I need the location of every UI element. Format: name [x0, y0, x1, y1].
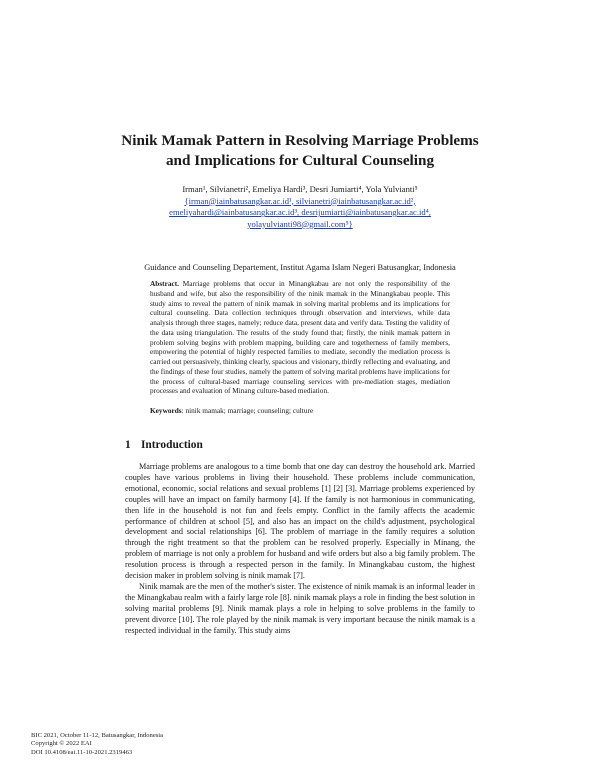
paragraph-1: Marriage problems are analogous to a time bomb that one day can destroy the household ark. Married couples have various problems in living their household. These problems include communication, emotional, economic, social relations and sexual problems [1] [2] [3]. Marriage problems experienced by couples will have an impact on family harmony [4]. If the family is not harmonious in communicating, then life in the household is not fun and feels empty. Conflict in the family affects the academic performance of children at school [5], and also has an impact on the child's adjustment, psychological development and social relationships [6]. The problem of marriage in the family requires a solution through the right treatment so that the problem can be resolved properly. Especially in Minang, the problem of marriage is not only a problem for husband and wife orders but also a big family problem. The resolution process is through a respected person in the family. In Minangkabau custom, the highest decision maker in problem solving is ninik mamak [7].: [125, 462, 475, 581]
title-line-1: Ninik Mamak Pattern in Resolving Marriage Problems: [121, 132, 479, 149]
keywords-label: Keywords: [150, 406, 182, 415]
abstract: [150, 279, 450, 396]
paragraph-2: Ninik mamak are the men of the mother's sister. The existence of ninik mamak is an informal leader in the Minangkabau realm with a fairly large role [8]. ninik mamak plays a role in finding the best solution in solving marital problems [9]. Ninik mamak plays a role in helping to solve problems in the family to prevent divorce [10]. The role played by the ninik mamak is very important because the ninik mamak is a respected individual in the family. This study aims: [125, 581, 475, 635]
abstract-label: Abstract.: [150, 279, 179, 288]
author-emails-line-3[interactable]: yolayulvianti98@gmail.com⁵}: [247, 218, 353, 229]
title-line-2: and Implications for Cultural Counseling: [165, 152, 435, 169]
footer-copyright: Copyright © 2022 EAI: [31, 740, 92, 748]
affiliation: Guidance and Counseling Departement, Institut Agama Islam Negeri Batusangkar, Indonesia: [144, 263, 456, 272]
author-block: [120, 184, 480, 230]
footer: [31, 732, 163, 757]
section-title: Introduction: [141, 439, 203, 451]
footer-doi: DOI 10.4108/eai.11-10-2021.2319463: [31, 748, 133, 756]
introduction-body: [125, 462, 475, 637]
section-heading: [125, 438, 203, 452]
author-emails-line-2[interactable]: emeliyahardi@iainbatusangkar.ac.id³, desrijumiarti@iainbatusangkar.ac.id⁴,: [169, 207, 431, 218]
footer-conference: BIC 2021, October 11-12, Batusangkar, Indonesia: [31, 732, 164, 739]
author-emails-line-1[interactable]: {irman@iainbatusangkar.ac.id¹, silvianetri@iainbatusangkar.ac.id²,: [184, 195, 416, 206]
paper-title: [100, 131, 500, 171]
author-names: Irman¹, Silvianetri², Emeliya Hardi³, Desri Jumiarti⁴, Yola Yulvianti⁵: [182, 184, 418, 194]
abstract-text: Marriage problems that occur in Minangkabau are not only the responsibility of the husband and wife, but also the responsibility of the ninik mamak in the Minangkabau people. This study aims to reveal the pattern of ninik mamak in solving marital problems and its implications for cultural counseling. Data collection techniques through observation and interviews, while data analysis through three stages, namely; reduce data, present data and verify data. Testing the validity of the data using triangulation. The results of the study found that; firstly, the ninik mamak pattern in problem solving begins with problem mapping, building care and togetherness of family members, empowering the potential of highly respected families to mediate, secondly the mediation process is carried out persuasively, thinking clearly, spacious and visionary, thirdly reflecting and evaluating, and the findings of these four studies, namely the pattern of solving marital problems have implications for the process of cultural-based marriage counseling services with pre-mediation stages, mediation processes and evaluation of Minang culture-based mediation.: [150, 279, 450, 396]
keywords: [150, 406, 450, 416]
keywords-text: : ninik mamak; marriage; counseling; culture: [181, 406, 314, 415]
section-number: 1: [125, 439, 131, 451]
